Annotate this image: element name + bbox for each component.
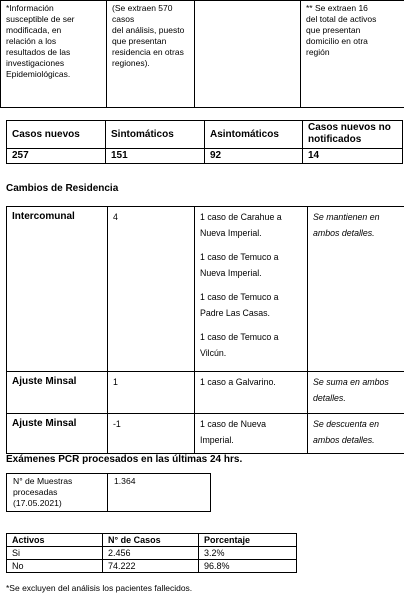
note-line: susceptible de ser: [6, 14, 75, 24]
note-line: (Se extraen 570 casos: [112, 3, 173, 24]
actives-cell: 3.2%: [199, 547, 297, 560]
note-line: domicilio en otra: [306, 36, 368, 46]
residence-detail: 1 caso de Temuco a Padre Las Casas.: [200, 292, 279, 318]
header-no-notificados: Casos nuevos no notificados: [303, 121, 403, 149]
value-no-notificados: 14: [303, 149, 403, 164]
note-line: región: [306, 47, 330, 57]
residence-detail: 1 caso de Temuco a Vilcún.: [200, 332, 279, 358]
note-line: relación a los: [6, 36, 57, 46]
actives-cell: Si: [7, 547, 103, 560]
note-line: del total de activos: [306, 14, 377, 24]
note-line: regiones).: [112, 58, 150, 68]
table-row: [7, 560, 297, 573]
residence-comment: Se descuenta en ambos detalles.: [308, 414, 404, 454]
header-n-casos: N° de Casos: [103, 534, 199, 547]
note-active-cell: [301, 1, 404, 108]
table-row: [7, 547, 297, 560]
note-line: del análisis, puesto: [112, 25, 185, 35]
header-asintomaticos: Asintomáticos: [205, 121, 303, 149]
notes-table: [0, 0, 404, 108]
pcr-title: Exámenes PCR procesados en las últimas 24 hrs.: [6, 454, 243, 465]
note-extract-cell: [107, 1, 195, 108]
residence-detail: 1 caso de Temuco a Nueva Imperial.: [200, 252, 279, 278]
header-activos: Activos: [7, 534, 103, 547]
note-line: investigaciones: [6, 58, 65, 68]
note-line: *Información: [6, 3, 54, 13]
pcr-label: N° de Muestras procesadas (17.05.2021): [7, 474, 108, 512]
header-porcentaje: Porcentaje: [199, 534, 297, 547]
residence-title: Cambios de Residencia: [6, 183, 119, 194]
residence-comment: Se suma en ambos detalles.: [308, 372, 404, 414]
residence-detail: 1 caso de Carahue a Nueva Imperial.: [200, 212, 282, 238]
residence-details: [195, 372, 308, 414]
value-asintomaticos: 92: [205, 149, 303, 164]
note-empty-cell: [195, 1, 301, 108]
actives-cell: 2.456: [103, 547, 199, 560]
residence-count: 4: [108, 207, 195, 372]
residence-detail: 1 caso a Galvarino.: [200, 377, 276, 387]
residence-count: -1: [108, 414, 195, 454]
note-info-cell: [1, 1, 107, 108]
note-line: Epidemiológicas.: [6, 69, 71, 79]
note-line: que presentan: [112, 36, 167, 46]
residence-count: 1: [108, 372, 195, 414]
residence-detail: 1 caso de Nueva Imperial.: [200, 419, 267, 445]
residence-comment: Se mantienen en ambos detalles.: [308, 207, 404, 372]
note-line: que presentan: [306, 25, 361, 35]
pcr-table: [6, 473, 211, 512]
new-cases-table: [6, 120, 403, 164]
actives-cell: 96.8%: [199, 560, 297, 573]
residence-label: Ajuste Minsal: [7, 372, 108, 414]
note-line: modificada, en: [6, 25, 62, 35]
footnote: *Se excluyen del análisis los pacientes fallecidos.: [6, 583, 193, 593]
actives-cell: No: [7, 560, 103, 573]
note-line: residencia en otras: [112, 47, 184, 57]
note-line: resultados de las: [6, 47, 71, 57]
actives-cell: 74.222: [103, 560, 199, 573]
note-line: ** Se extraen 16: [306, 3, 368, 13]
residence-label: Ajuste Minsal: [7, 414, 108, 454]
header-casos-nuevos: Casos nuevos: [7, 121, 106, 149]
residence-table: [6, 206, 404, 454]
header-sintomaticos: Sintomáticos: [106, 121, 205, 149]
value-sintomaticos: 151: [106, 149, 205, 164]
residence-details: [195, 207, 308, 372]
pcr-value: 1.364: [108, 474, 211, 512]
value-casos-nuevos: 257: [7, 149, 106, 164]
residence-details: [195, 414, 308, 454]
residence-label: Intercomunal: [7, 207, 108, 372]
actives-table: [6, 533, 297, 573]
